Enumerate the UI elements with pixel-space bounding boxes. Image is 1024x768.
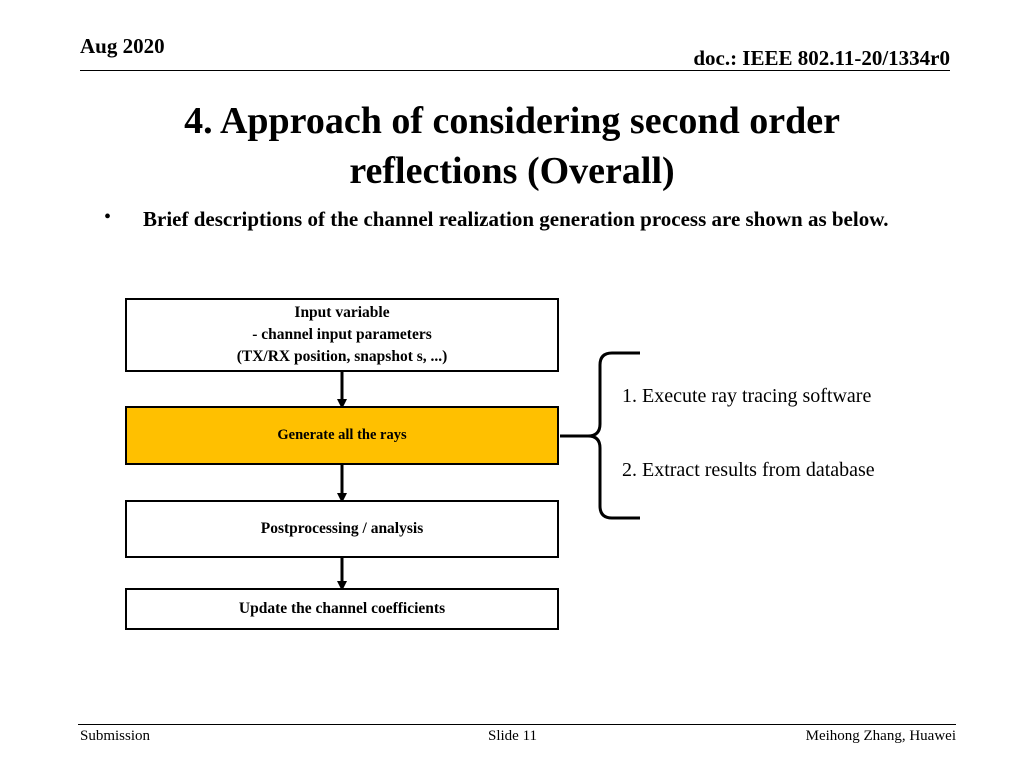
footer-slide-number: Slide 11 [488,728,538,744]
substep-1-text: 1. Execute ray tracing software [622,385,872,407]
update-coefficients-box: Update the channel coefficients [125,588,559,630]
input-box-line-1: Input variable [294,304,390,321]
footer-submission: Submission [80,728,151,744]
input-box-line-2: - channel input parameters [252,326,432,343]
header-doc-id: doc.: IEEE 802.11-20/1334r0 [693,46,950,70]
substep-2-text: 2. Extract results from database [622,459,875,481]
substeps-brace [560,353,640,518]
generate-rays-box: Generate all the rays [125,406,559,465]
footer-divider [78,724,956,725]
input-variable-box [125,298,559,372]
slide-title: 4. Approach of considering second order reflections (Overall) [184,100,840,192]
input-box-line-3: (TX/RX position, snapshot s, ...) [236,348,448,365]
bullet-marker: • [104,206,112,228]
header-date: Aug 2020 [80,34,165,58]
postprocessing-box: Postprocessing / analysis [125,500,559,558]
bullet-text: Brief descriptions of the channel realization generation process are shown as below. [143,207,889,231]
footer-author: Meihong Zhang, Huawei [805,728,956,744]
